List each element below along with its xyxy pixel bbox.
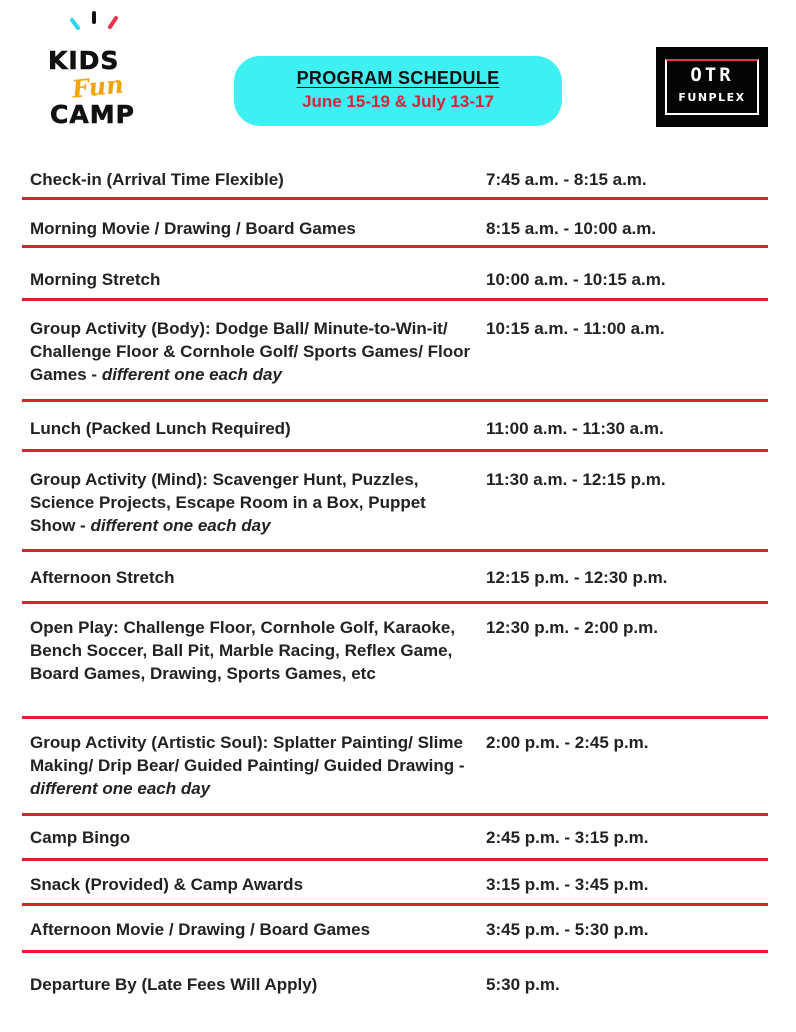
activity-name	[30, 168, 475, 191]
activity-time: 3:45 p.m. - 5:30 p.m.	[486, 920, 649, 939]
activity-text: Group Activity (Artistic Soul): Splatter Painting/ Slime Making/ Drip Bear/ Guided Painting/ Guided Drawing -	[30, 733, 465, 775]
activity-time: 12:15 p.m. - 12:30 p.m.	[486, 568, 668, 587]
activity-text: Afternoon Stretch	[30, 568, 175, 587]
activity-name	[30, 918, 475, 941]
activity-time: 2:45 p.m. - 3:15 p.m.	[486, 828, 649, 847]
activity-note: different one each day	[30, 779, 211, 798]
schedule-row	[22, 200, 768, 248]
title-banner	[234, 56, 562, 126]
activity-time: 8:15 a.m. - 10:00 a.m.	[486, 219, 657, 238]
activity-name	[30, 566, 475, 589]
schedule-row	[22, 152, 768, 200]
page-title: PROGRAM SCHEDULE	[296, 68, 500, 88]
schedule-row	[22, 604, 768, 719]
activity-text: Camp Bingo	[30, 828, 131, 847]
schedule-row	[22, 301, 768, 402]
schedule-row	[22, 552, 768, 604]
logo-funplex-text: FUNPLEX	[678, 91, 746, 104]
activity-time: 11:00 a.m. - 11:30 a.m.	[486, 419, 664, 438]
activity-time: 5:30 p.m.	[486, 975, 560, 994]
activity-text: Morning Movie / Drawing / Board Games	[30, 219, 356, 238]
activity-name	[30, 217, 475, 240]
activity-name	[30, 616, 475, 685]
activity-time: 12:30 p.m. - 2:00 p.m.	[486, 618, 658, 637]
activity-time: 2:00 p.m. - 2:45 p.m.	[486, 733, 649, 752]
spark-icon	[64, 10, 124, 36]
schedule-row	[22, 719, 768, 816]
schedule-row	[22, 861, 768, 906]
activity-time: 10:15 a.m. - 11:00 a.m.	[486, 319, 665, 338]
schedule-row	[22, 402, 768, 452]
activity-time: 3:15 p.m. - 3:45 p.m.	[486, 875, 649, 894]
activity-text: Lunch (Packed Lunch Required)	[30, 419, 291, 438]
activity-name	[30, 417, 475, 440]
schedule-row	[22, 953, 768, 1013]
activity-note: different one each day	[101, 365, 282, 384]
activity-time: 11:30 a.m. - 12:15 p.m.	[486, 470, 666, 489]
activity-text: Group Activity (Body): Dodge Ball/ Minute-to-Win-it/ Challenge Floor & Cornhole Golf/ Sports Games/ Floor Games -	[30, 319, 471, 384]
activity-time: 7:45 a.m. - 8:15 a.m.	[486, 170, 647, 189]
activity-time: 10:00 a.m. - 10:15 a.m.	[486, 270, 666, 289]
otr-funplex-logo	[656, 47, 768, 127]
activity-text: Group Activity (Mind): Scavenger Hunt, Puzzles, Science Projects, Escape Room in a Box, Puppet Show -	[30, 470, 426, 535]
activity-name	[30, 317, 475, 386]
activity-text: Snack (Provided) & Camp Awards	[30, 875, 304, 894]
activity-name	[30, 468, 475, 537]
schedule-dates: June 15-19 & July 13-17	[302, 92, 494, 111]
schedule-row	[22, 816, 768, 861]
logo-otr-text: OTR	[690, 64, 734, 86]
logo-camp-text: CAMP	[50, 100, 135, 129]
activity-note: different one each day	[90, 516, 271, 535]
activity-name	[30, 731, 475, 800]
logo-kids-text: KIDS	[48, 46, 120, 75]
schedule-row	[22, 452, 768, 552]
activity-text: Departure By (Late Fees Will Apply)	[30, 975, 318, 994]
activity-text: Open Play: Challenge Floor, Cornhole Golf, Karaoke, Bench Soccer, Ball Pit, Marble Racing, Reflex Game, Board Games, Drawing, Sports Games, etc	[30, 618, 456, 683]
activity-text: Afternoon Movie / Drawing / Board Games	[30, 920, 371, 939]
activity-name	[30, 873, 475, 896]
schedule-row	[22, 906, 768, 953]
kids-fun-camp-logo	[44, 10, 148, 134]
activity-text: Check-in (Arrival Time Flexible)	[30, 170, 284, 189]
logo-fun-text: Fun	[70, 69, 125, 104]
activity-name	[30, 973, 475, 996]
activity-name	[30, 268, 475, 291]
activity-text: Morning Stretch	[30, 270, 161, 289]
activity-name	[30, 826, 475, 849]
schedule-row	[22, 248, 768, 301]
